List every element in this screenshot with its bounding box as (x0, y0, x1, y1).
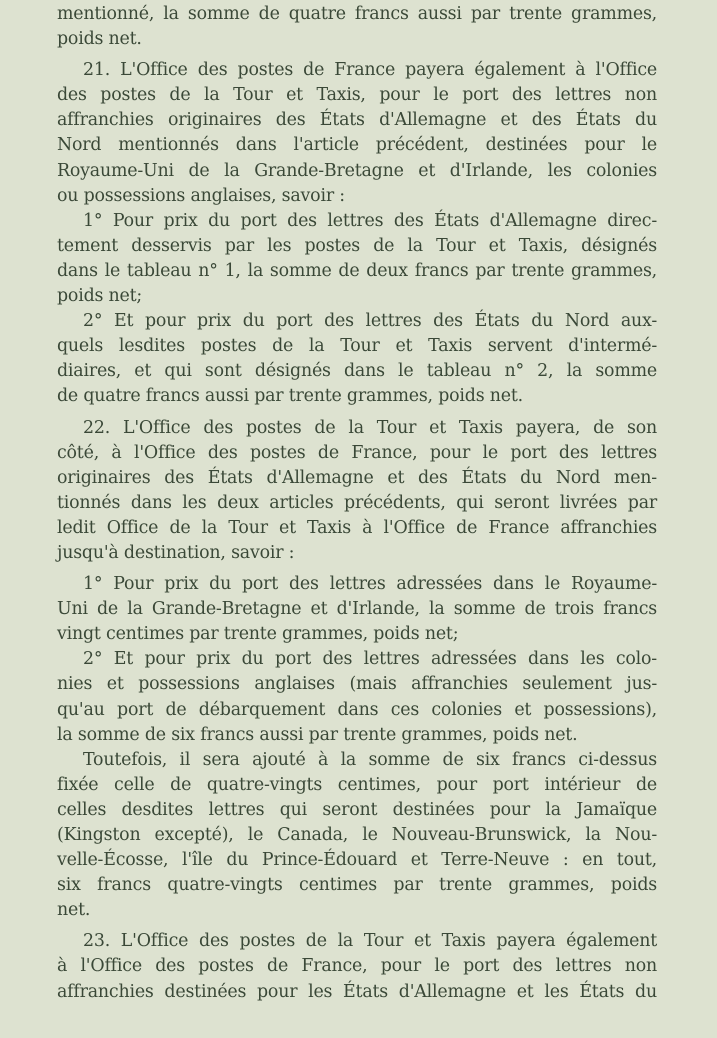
text-line: poids net. (57, 29, 142, 50)
text-line: à l'Office des postes de France, pour le port des lettres non (57, 956, 657, 977)
text-line: tement desservis par les postes de la Tour et Taxis, désignés (57, 235, 657, 256)
text-line: Uni de la Grande-Bretagne et d'Irlande, la somme de trois francs (57, 599, 657, 620)
text-line: ledit Office de la Tour et Taxis à l'Office de France affranchies (57, 517, 657, 538)
text-line: de quatre francs aussi par trente grammes, poids net. (57, 386, 523, 407)
text-line: dans le tableau n° 1, la somme de deux francs par trente grammes, (57, 260, 657, 281)
text-line: affranchies destinées pour les États d'Allemagne et les États du (57, 981, 657, 1002)
text-line: nies et possessions anglaises (mais affranchies seulement jus- (57, 674, 657, 695)
text-line: qu'au port de débarquement dans ces colonies et possessions), (57, 699, 657, 720)
text-line: affranchies originaires des États d'Allemagne et des États du (57, 110, 657, 131)
text-line: originaires des États d'Allemagne et des États du Nord men- (57, 467, 657, 488)
text-line: 23. L'Office des postes de la Tour et Taxis payera également (83, 931, 657, 952)
text-line: des postes de la Tour et Taxis, pour le port des lettres non (57, 85, 657, 106)
text-line: fixée celle de quatre-vingts centimes, pour port intérieur de (57, 774, 657, 795)
text-line: 22. L'Office des postes de la Tour et Taxis payera, de son (83, 417, 657, 438)
text-line: la somme de six francs aussi par trente grammes, poids net. (57, 724, 578, 745)
text-line: vingt centimes par trente grammes, poids net; (57, 624, 459, 645)
text-line: (Kingston excepté), le Canada, le Nouveau-Brunswick, la Nou- (57, 825, 657, 845)
text-line: Nord mentionnés dans l'article précédent, destinées pour le (57, 135, 657, 156)
text-line: jusqu'à destination, savoir : (57, 542, 295, 563)
text-line: poids net; (57, 286, 143, 307)
text-line: 2° Et pour prix du port des lettres adressées dans les colo- (83, 649, 657, 670)
text-line: Royaume-Uni de la Grande-Bretagne et d'Irlande, les colonies (57, 160, 657, 181)
text-line: net. (57, 900, 91, 921)
text-line: ou possessions anglaises, savoir : (57, 185, 345, 206)
text-line: 1° Pour prix du port des lettres adressées dans le Royaume- (83, 574, 657, 595)
text-line: 21. L'Office des postes de France payera également à l'Office (83, 60, 657, 81)
text-line: Toutefois, il sera ajouté à la somme de six francs ci-dessus (83, 749, 657, 770)
text-line: 1° Pour prix du port des lettres des États d'Allemagne direc- (83, 210, 657, 231)
text-line: velle-Écosse, l'île du Prince-Édouard et Terre-Neuve : en tout, (57, 850, 657, 871)
text-line: quels lesdites postes de la Tour et Taxis servent d'intermé- (57, 336, 657, 357)
text-line: diaires, et qui sont désignés dans le tableau n° 2, la somme (57, 361, 657, 382)
text-line: celles desdites lettres qui seront destinées pour la Jamaïque (57, 799, 657, 820)
text-line: côté, à l'Office des postes de France, pour le port des lettres (57, 442, 657, 463)
text-line: 2° Et pour prix du port des lettres des États du Nord aux- (83, 311, 657, 332)
document-page (57, 2, 657, 1005)
text-line: tionnés dans les deux articles précédents, qui seront livrées par (57, 492, 657, 513)
text-line: six francs quatre-vingts centimes par trente grammes, poids (57, 875, 657, 896)
text-line: mentionné, la somme de quatre francs aussi par trente grammes, (57, 4, 657, 24)
